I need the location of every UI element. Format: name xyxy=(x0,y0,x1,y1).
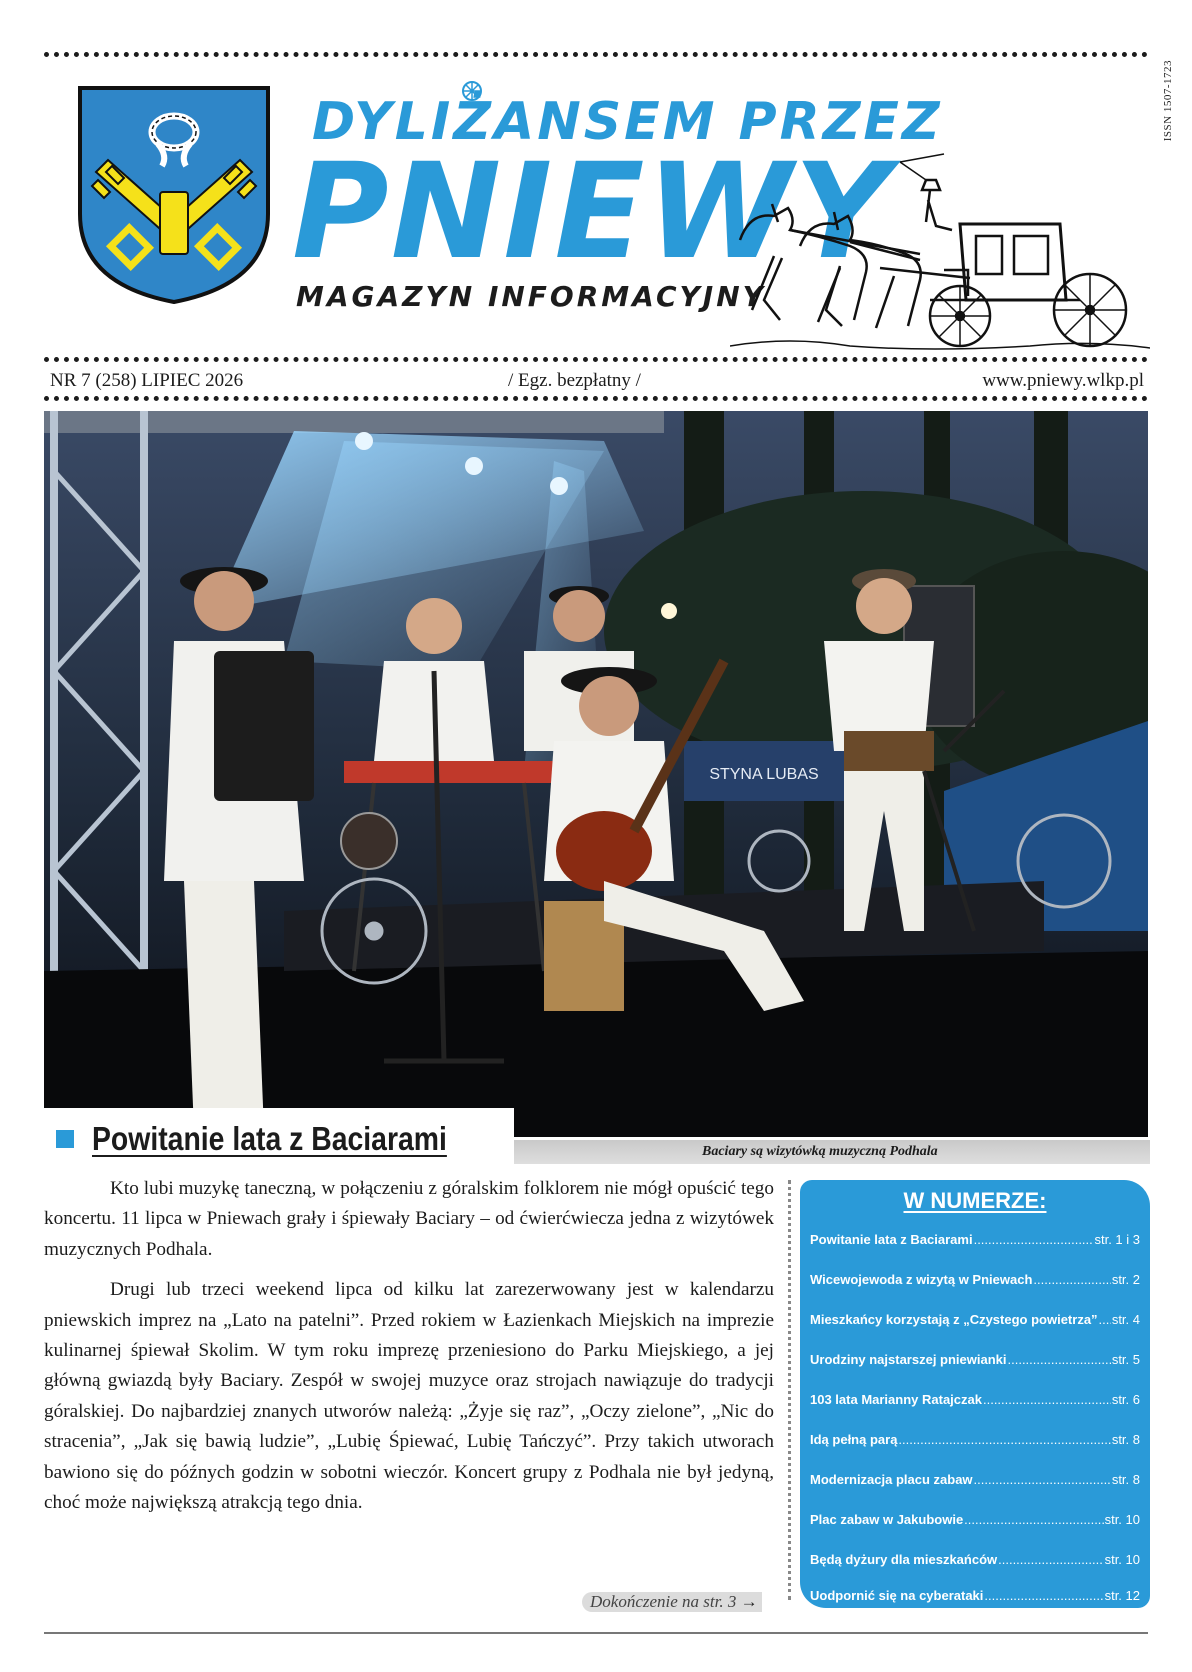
coat-of-arms-logo xyxy=(76,84,272,306)
bottom-rule xyxy=(44,1632,1148,1634)
toc-item[interactable]: Powitanie lata z Baciarami ..... str. 1 i 3 xyxy=(810,1232,1140,1247)
toc-item[interactable]: Uodpornić się na cyberataki ..... str. 12 xyxy=(810,1588,1140,1603)
article-body xyxy=(44,1174,774,1528)
article-headline: Powitanie lata z Baciarami xyxy=(92,1120,447,1157)
price-label: / Egz. bezpłatny / xyxy=(508,370,641,391)
continued-note: Dokończenie na str. 3 → xyxy=(582,1592,762,1612)
toc-item[interactable]: Wicewojewoda z wizytą w Pniewach ..... str. 2 xyxy=(810,1272,1140,1287)
stagecoach-illustration xyxy=(730,150,1150,350)
concert-photo xyxy=(44,411,1148,1137)
toc-title: W NUMERZE: xyxy=(903,1188,1047,1213)
table-of-contents xyxy=(800,1180,1150,1608)
column-separator xyxy=(788,1180,791,1600)
article-paragraph-1: Kto lubi muzykę taneczną, w połączeniu z góralskim folklorem nie mógł opuścić tego koncertu. 11 lipca w Pniewach grały i śpiewały Baciary – od ćwierćwiecza jedna z wizytówek muzycznych Podhala. xyxy=(44,1178,774,1260)
banner-text: STYNA LUBAS xyxy=(709,766,819,783)
issue-number: NR 7 (258) LIPIEC 2026 xyxy=(50,370,244,391)
masthead-title-line2: PNIEWY xyxy=(292,135,892,289)
headline-bullet xyxy=(56,1130,74,1148)
article-paragraph-2: Drugi lub trzeci weekend lipca od kilku lat zarezerwowany jest w kalendarzu pniewskich imprez na „Lato na patelni”. Przed rokiem w Łazienkach Miejskich na imprezie kulinarnej śpiewał Skolim. W tym roku imprezę przeniesiono do Parku Miejskiego, a jej główną gwiazdą były Baciary. Zespół w swojej muzyce oraz strojach nawiązuje do tradycji góralskiej. Do najbardziej znanych utworów należą: „Żyje się raz”, „Oczy zielone”, „Nic do stracenia”, „Jak się bawią ludzie”, „Lubię Śpiewać, Lubię Tańczyć”. Przy takich utworach bawiono się do późnych godzin w sobotni wieczór. Koncert grupy z Podhala nie był jedyną, choć może największą atrakcją tego dnia. xyxy=(44,1279,774,1514)
info-bar-bottom-rule xyxy=(44,396,1148,401)
headline-box xyxy=(44,1108,514,1170)
toc-item[interactable]: Mieszkańcy korzystają z „Czystego powietrza” ..... str. 4 xyxy=(810,1312,1140,1327)
toc-item[interactable]: Urodziny najstarszej pniewianki ..... str. 5 xyxy=(810,1352,1140,1367)
toc-item[interactable]: 103 lata Marianny Ratajczak ..... str. 6 xyxy=(810,1392,1140,1407)
masthead-title-line1: DYLIŻANSEM PRZEZ xyxy=(312,92,943,152)
website-link[interactable]: www.pniewy.wlkp.pl xyxy=(982,370,1144,391)
toc-item[interactable]: Modernizacja placu zabaw ..... str. 8 xyxy=(810,1472,1140,1487)
toc-item[interactable]: Idą pełną parą ..... str. 8 xyxy=(810,1432,1140,1447)
toc-item[interactable]: Plac zabaw w Jakubowie ..... str. 10 xyxy=(810,1512,1140,1527)
toc-item[interactable]: Będą dyżury dla mieszkańców ..... str. 10 xyxy=(810,1552,1140,1567)
photo-caption: Baciary są wizytówką muzyczną Podhala xyxy=(702,1144,938,1159)
info-bar-top-rule xyxy=(44,357,1148,362)
top-dotted-rule xyxy=(44,52,1148,57)
issn-label: ISSN 1507-1723 xyxy=(1162,60,1174,142)
masthead-subtitle: MAGAZYN INFORMACYJNY xyxy=(296,280,766,313)
